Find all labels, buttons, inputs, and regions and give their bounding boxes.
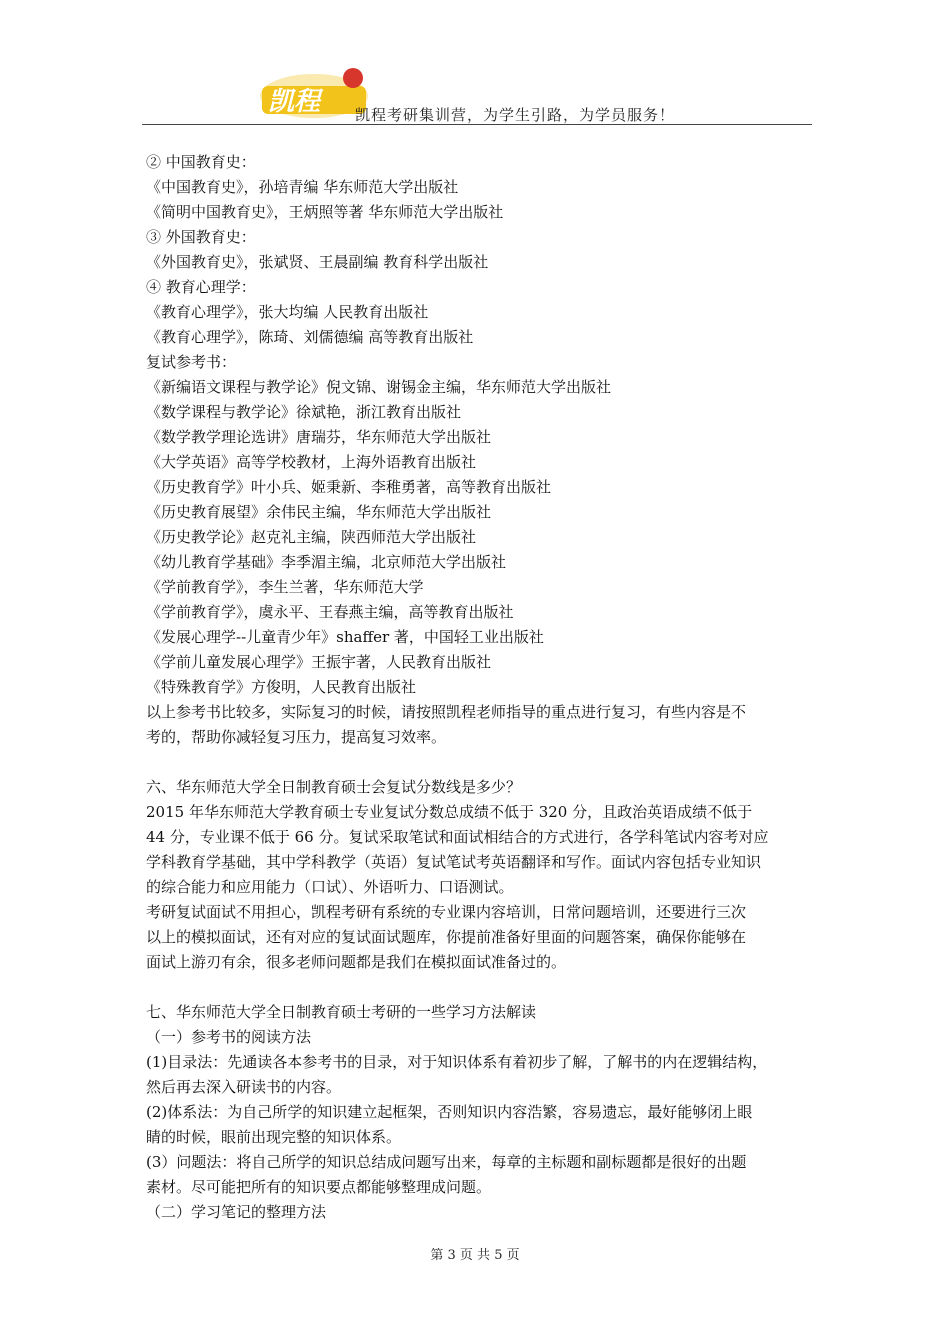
score-line: 学科教育学基础，其中学科教学（英语）复试笔试考英语翻译和写作。面试内容包括专业知识 — [146, 853, 762, 871]
spacer — [146, 975, 810, 1000]
book-item: 《数学课程与教学论》徐斌艳，浙江教育出版社 — [146, 403, 462, 421]
score-line: 44 分，专业课不低于 66 分。复试采取笔试和面试相结合的方式进行，各学科笔试内容考对应 — [146, 828, 769, 846]
book-item: 《学前教育学》，李生兰著，华东师范大学 — [146, 578, 424, 596]
line: 《教育心理学》，陈琦、刘儒德编 高等教育出版社 — [146, 328, 474, 346]
book-item: 《历史教育展望》余伟民主编，华东师范大学出版社 — [146, 503, 492, 521]
method-system-line: (2)体系法：为自己所学的知识建立起框架，否则知识内容浩繁，容易遗忘，最好能够闭上眼 — [146, 1103, 753, 1121]
spacer — [146, 750, 810, 775]
line: ② 中国教育史： — [146, 153, 256, 171]
interview-line: 考研复试面试不用担心，凯程考研有系统的专业课内容培训，日常问题培训，还要进行三次 — [146, 903, 747, 921]
score-line: 的综合能力和应用能力（口试）、外语听力、口语测试。 — [146, 878, 514, 896]
book-item: 《学前教育学》，虞永平、王春燕主编，高等教育出版社 — [146, 603, 514, 621]
summary-line: 考的，帮助你减轻复习压力，提高复习效率。 — [146, 728, 447, 746]
subsection-2-title: （二）学习笔记的整理方法 — [146, 1203, 327, 1221]
header-slogan: 凯程考研集训营，为学生引路，为学员服务！ — [355, 106, 676, 124]
section-7-title: 七、华东师范大学全日制教育硕士考研的一些学习方法解读 — [146, 1003, 537, 1021]
method-catalog-line: (1)目录法：先通读各本参考书的目录，对于知识体系有着初步了解，了解书的内在逻辑结构， — [146, 1053, 768, 1071]
svg-text:凯程: 凯程 — [268, 87, 321, 117]
interview-line: 面试上游刃有余，很多老师问题都是我们在模拟面试准备过的。 — [146, 953, 567, 971]
retest-books-heading: 复试参考书： — [146, 353, 237, 371]
header-divider — [142, 124, 812, 125]
book-item: 《历史教育学》叶小兵、姬秉新、李稚勇著，高等教育出版社 — [146, 478, 552, 496]
book-item: 《幼儿教育学基础》李季湄主编，北京师范大学出版社 — [146, 553, 507, 571]
method-system-line: 睛的时候，眼前出现完整的知识体系。 — [146, 1128, 402, 1146]
summary-line: 以上参考书比较多，实际复习的时候，请按照凯程老师指导的重点进行复习，有些内容是不 — [146, 703, 747, 721]
book-item: 《新编语文课程与教学论》倪文锦、谢锡金主编，华东师范大学出版社 — [146, 378, 612, 396]
book-item: 《学前儿童发展心理学》王振宇著，人民教育出版社 — [146, 653, 492, 671]
line: ④ 教育心理学： — [146, 278, 256, 296]
book-item: 《历史教学论》赵克礼主编，陕西师范大学出版社 — [146, 528, 477, 546]
score-line: 2015 年华东师范大学教育硕士专业复试分数总成绩不低于 320 分，且政治英语成绩不低于 — [146, 803, 753, 821]
method-catalog-line: 然后再去深入研读书的内容。 — [146, 1078, 342, 1096]
line: ③ 外国教育史： — [146, 228, 256, 246]
line: 《中国教育史》，孙培青编 华东师范大学出版社 — [146, 178, 459, 196]
method-question-line: (3）问题法：将自己所学的知识总结成问题写出来，每章的主标题和副标题都是很好的出题 — [146, 1153, 747, 1171]
kaicheng-logo — [258, 66, 370, 120]
page-header — [0, 0, 950, 126]
page-number: 第 3 页 共 5 页 — [430, 1248, 520, 1263]
line: 《教育心理学》，张大均编 人民教育出版社 — [146, 303, 429, 321]
subsection-1-title: （一）参考书的阅读方法 — [146, 1028, 312, 1046]
document-body — [146, 150, 810, 1225]
section-6-title: 六、华东师范大学全日制教育硕士会复试分数线是多少？ — [146, 778, 522, 796]
book-item: 《发展心理学--儿童青少年》shaffer 著，中国轻工业出版社 — [146, 628, 544, 646]
book-item: 《数学教学理论选讲》唐瑞芬，华东师范大学出版社 — [146, 428, 492, 446]
line: 《外国教育史》，张斌贤、王晨副编 教育科学出版社 — [146, 253, 489, 271]
interview-line: 以上的模拟面试，还有对应的复试面试题库，你提前准备好里面的问题答案，确保你能够在 — [146, 928, 747, 946]
book-item: 《大学英语》高等学校教材，上海外语教育出版社 — [146, 453, 477, 471]
book-item: 《特殊教育学》方俊明，人民教育出版社 — [146, 678, 417, 696]
method-question-line: 素材。尽可能把所有的知识要点都能够整理成问题。 — [146, 1178, 492, 1196]
line: 《简明中国教育史》，王炳照等著 华东师范大学出版社 — [146, 203, 504, 221]
